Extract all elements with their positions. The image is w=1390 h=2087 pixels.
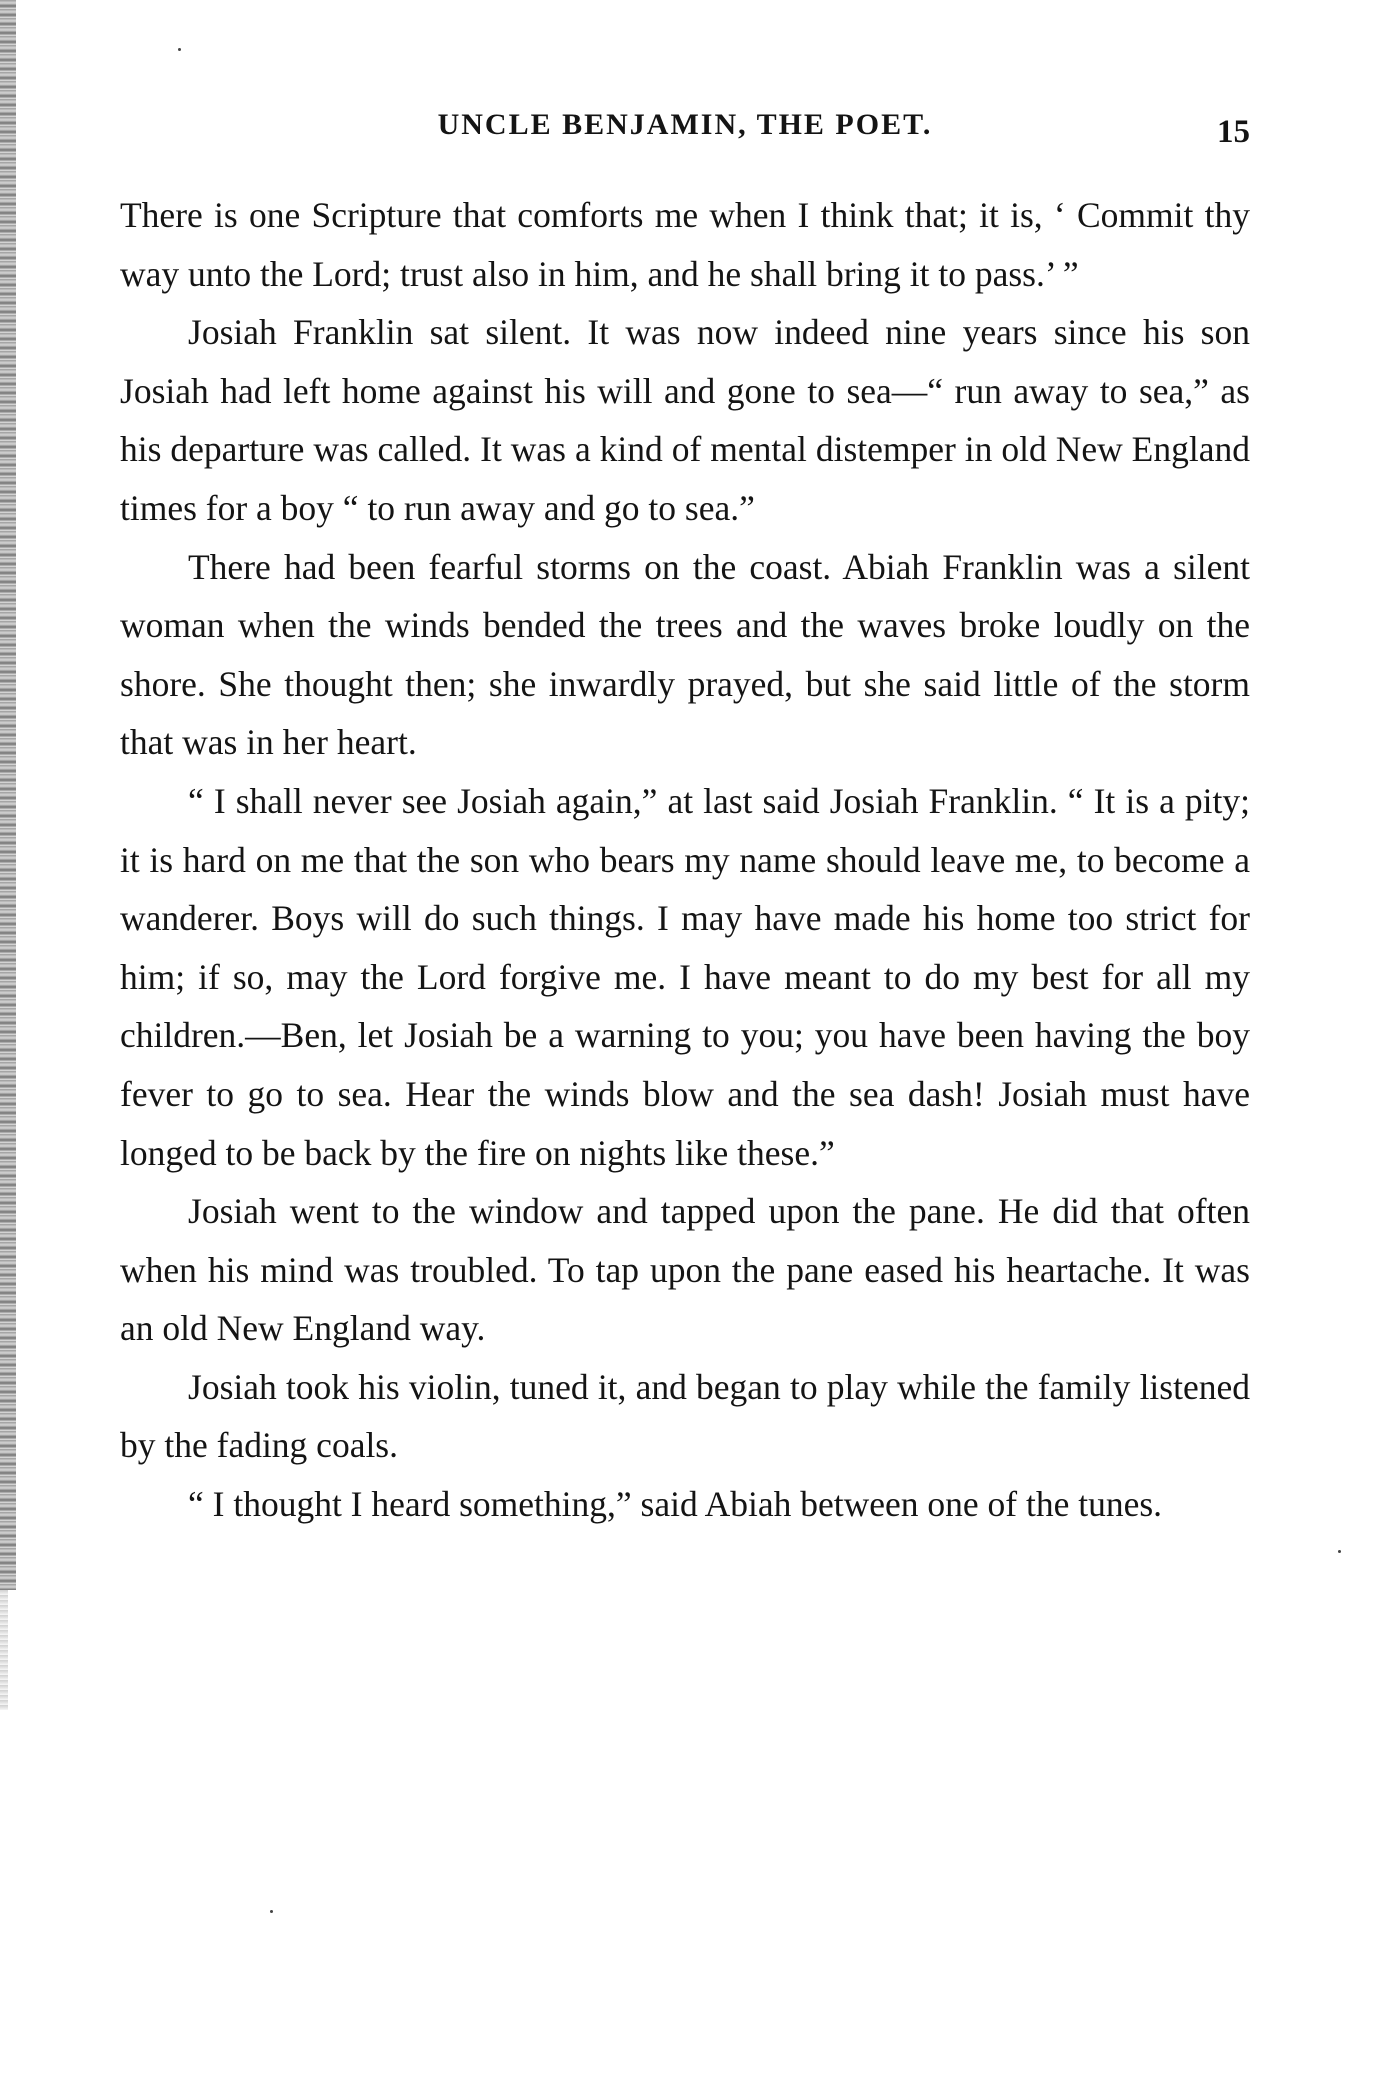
print-speck (270, 1910, 273, 1913)
page-binding-edge (0, 0, 16, 1590)
paragraph-6: Josiah took his violin, tuned it, and began to play while the family listened by the fading coals. (120, 1366, 1250, 1466)
print-speck (1338, 1550, 1341, 1553)
page-header (120, 108, 1250, 158)
paragraph-1: There is one Scripture that comforts me when I think that; it is, ‘ Commit thy way unto the Lord; trust also in him, and he shall bring it to pass.’ ” (120, 195, 1250, 294)
paragraph-3: There had been fearful storms on the coast. Abiah Franklin was a silent woman when the winds bended the trees and the waves broke loudly on the shore. She thought then; she inwardly prayed, but she said little of the storm that was in her heart. (120, 546, 1250, 763)
paragraph-5: Josiah went to the window and tapped upon the pane. He did that often when his mind was troubled. To tap upon the pane eased his heartache. It was an old New England way. (120, 1191, 1250, 1349)
running-title: UNCLE BENJAMIN, THE POET. (437, 108, 933, 141)
paragraph-7: “ I thought I heard something,” said Abiah between one of the tunes. (188, 1484, 1163, 1525)
page-number: 15 (1217, 114, 1250, 150)
paragraph-2: Josiah Franklin sat silent. It was now indeed nine years since his son Josiah had left home against his will and gone to sea—“ run away to sea,” as his departure was called. It was a kind of mental distemper in old New England times for a boy “ to run away and go to sea.” (120, 312, 1250, 528)
page-binding-edge-lower (0, 1590, 8, 1710)
paragraph-4: “ I shall never see Josiah again,” at last said Josiah Franklin. “ It is a pity; it is hard on me that the son who bears my name should leave me, to become a wanderer. Boys will do such things. I may have made his home too strict for him; if so, may the Lord forgive me. I have meant to do my best for all my children.—Ben, let Josiah be a warning to you; you have been having the boy fever to go to sea. Hear the winds blow and the sea dash! Josiah must have longed to be back by the fire on nights like these.” (120, 780, 1250, 1173)
print-speck (178, 48, 181, 51)
body-text (120, 186, 1250, 1534)
